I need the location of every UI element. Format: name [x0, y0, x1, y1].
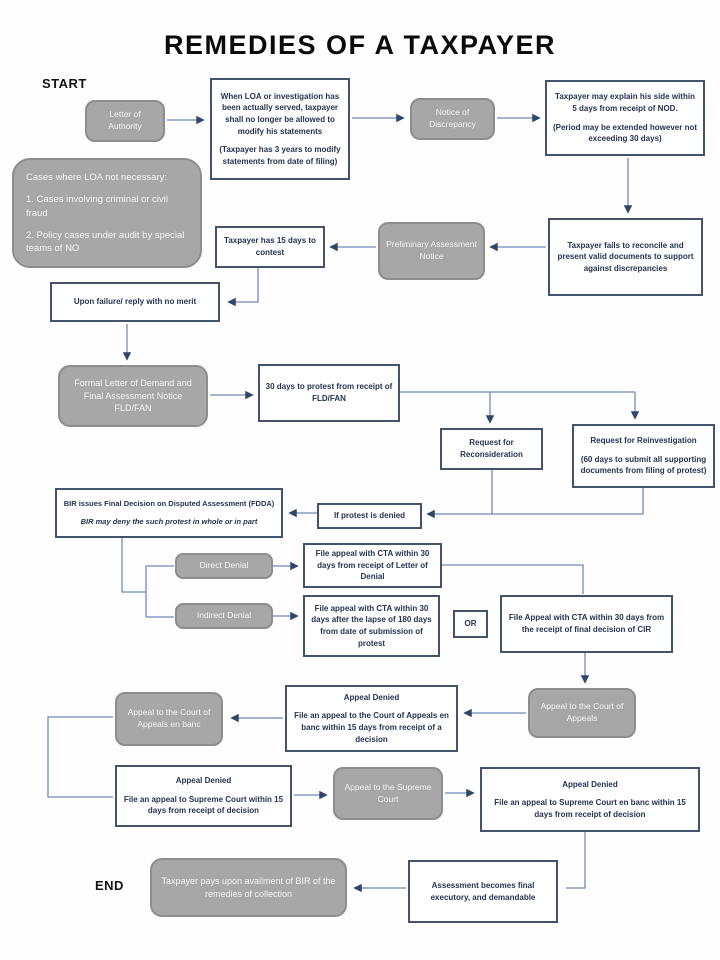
node-cases-loa-not-necessary — [12, 158, 202, 268]
node-fld-fan: Formal Letter of Demand and Final Assessment Notice FLD/FAN — [58, 365, 208, 427]
node-appeal-supreme-court: Appeal to the Supreme Court — [333, 767, 443, 820]
node-text: 1. Cases involving criminal or civil fraud — [26, 194, 169, 219]
start-label: START — [42, 76, 87, 91]
node-appeal-court-of-appeals: Appeal to the Court of Appeals — [528, 688, 636, 738]
node-cta-direct-denial: File appeal with CTA within 30 days from receipt of Letter of Denial — [303, 543, 442, 588]
edge-scenbancdenied-assessment — [566, 832, 585, 888]
node-or: OR — [453, 610, 488, 638]
edge-fdda-bracket — [122, 538, 146, 592]
node-30-days-protest: 30 days to protest from receipt of FLD/FAN — [258, 364, 400, 422]
node-title: Appeal Denied — [343, 692, 400, 702]
node-taxpayer-explain — [545, 80, 705, 156]
node-text: 2. Policy cases under audit by special teams of NO — [26, 229, 185, 255]
node-text: BIR may deny the such protest in whole or in part — [80, 516, 258, 526]
node-request-reconsideration: Request for Reconsideration — [440, 428, 543, 470]
node-if-protest-denied: If protest is denied — [317, 503, 422, 529]
node-text: File an appeal to Supreme Court within 15 days from receipt of decision — [123, 794, 284, 816]
edge-ctadirect-ctacir — [442, 565, 583, 594]
node-request-reinvestigation — [572, 424, 715, 488]
node-cta-indirect-denial: File appeal with CTA within 30 days after the lapse of 180 days from date of submission of protest — [303, 595, 440, 657]
end-label: END — [95, 878, 124, 893]
node-text: BIR issues Final Decision on Disputed Assessment (FDDA) — [63, 498, 275, 508]
node-coa-appeal-denied — [285, 685, 458, 752]
edge-enbanc-scdenied — [48, 717, 113, 797]
node-letter-of-authority: Letter of Authority — [85, 100, 165, 142]
node-preliminary-assessment-notice: Preliminary Assessment Notice — [378, 222, 485, 280]
node-text: (Period may be extended however not exceeding 30 days) — [552, 122, 698, 144]
node-text: File an appeal to Supreme Court en banc within 15 days from receipt of decision — [494, 798, 686, 819]
node-text: (60 days to submit all supporting documents from filing of protest) — [580, 454, 707, 476]
node-text: File an appeal to the Court of Appeals en banc within 15 days from receipt of a decision — [294, 711, 449, 744]
node-15-days-to-contest: Taxpayer has 15 days to contest — [215, 226, 325, 268]
node-assessment-final: Assessment becomes final executory, and demandable — [408, 860, 558, 923]
node-title: Appeal Denied — [562, 779, 618, 789]
node-text: When LOA or investigation has been actually served, taxpayer shall no longer be allowed to modify his statements — [220, 91, 340, 136]
node-sc-en-banc-appeal-denied — [480, 767, 700, 832]
node-taxpayer-fails-reconcile: Taxpayer fails to reconcile and present valid documents to support against discrepancies — [548, 218, 703, 296]
node-fdda — [55, 488, 283, 538]
node-sc-appeal-denied — [115, 765, 292, 827]
node-text: Request for Reinvestigation — [590, 436, 697, 446]
node-title: Appeal Denied — [175, 776, 232, 786]
node-cta-cir: File Appeal with CTA within 30 days from the receipt of final decision of CIR — [500, 595, 673, 653]
node-taxpayer-pays: Taxpayer pays upon availment of BIR of the remedies of collection — [150, 858, 347, 917]
node-text: (Taxpayer has 3 years to modify statements from date of filing) — [219, 145, 341, 166]
node-appeal-coa-en-banc: Appeal to the Court of Appeals en banc — [115, 692, 223, 746]
node-upon-failure: Upon failure/ reply with no merit — [50, 282, 220, 322]
page-title: REMEDIES OF A TAXPAYER — [163, 30, 557, 60]
node-when-loa-served — [210, 78, 350, 180]
node-text: Taxpayer may explain his side within 5 days from receipt of NOD. — [555, 92, 695, 113]
edge-contest-uponfailure — [229, 268, 258, 302]
node-notice-of-discrepancy: Notice of Discrepancy — [410, 98, 495, 140]
node-direct-denial: Direct Denial — [175, 553, 273, 579]
node-text: Cases where LOA not necessary: — [26, 172, 167, 183]
node-indirect-denial: Indirect Denial — [175, 603, 273, 629]
